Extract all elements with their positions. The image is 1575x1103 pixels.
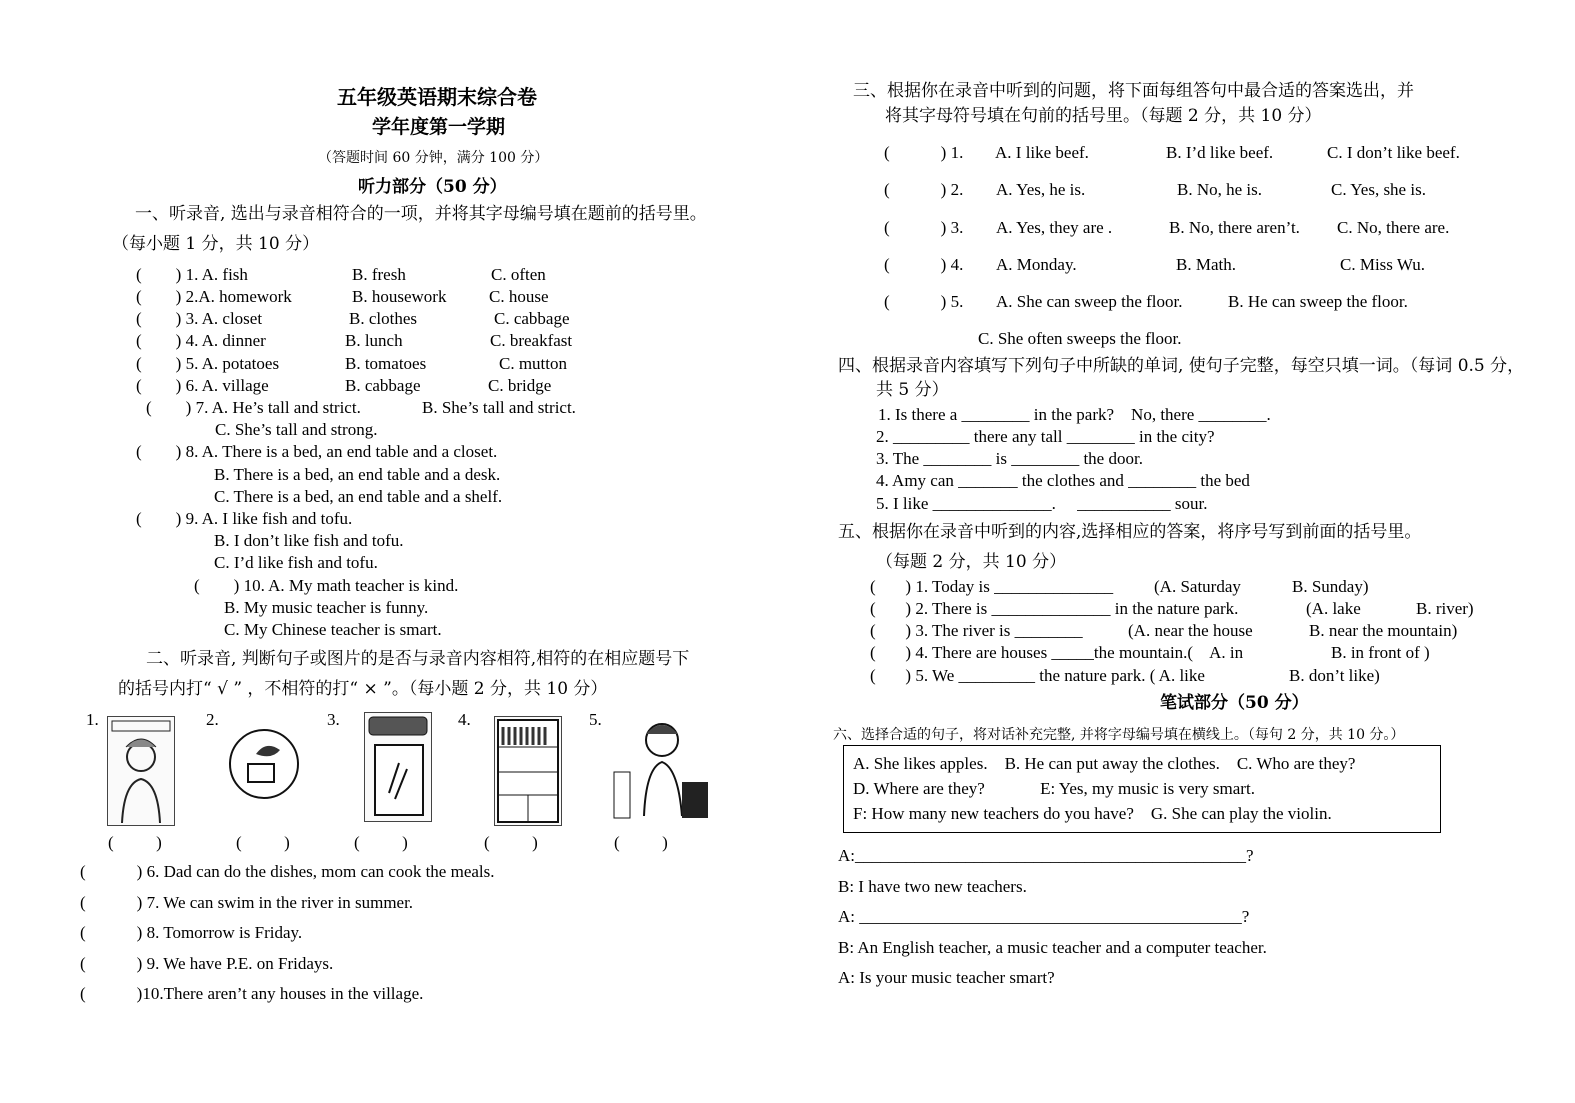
p1-q9-b: B. I don’t like fish and tofu. <box>214 531 404 550</box>
p2-sentence-10: ( )10.There aren’t any houses in the village. <box>80 984 424 1003</box>
p1-q4-a: ( ) 4. A. dinner <box>136 331 266 350</box>
p5-q5: ( ) 5. We _________ the nature park. ( A. like <box>870 666 1205 685</box>
page-title: 五年级英语期末综合卷 <box>337 85 537 109</box>
part4-instruction: 四、根据录音内容填写下列句子中所缺的单词, 使句子完整，每空只填一词。（每词 0.5 分， <box>838 356 1525 376</box>
p3-q4-b: B. Math. <box>1176 255 1236 274</box>
p3-q3-b: B. No, there aren’t. <box>1169 218 1300 237</box>
p5-q3: ( ) 3. The river is ________ <box>870 621 1083 640</box>
pic-number-3: 3. <box>327 710 340 729</box>
p5-q2: ( ) 2. There is ______________ in the nature park. <box>870 599 1239 618</box>
p1-q2-b: B. housework <box>352 287 447 306</box>
pic-number-2: 2. <box>206 710 219 729</box>
p2-sentence-6: ( ) 6. Dad can do the dishes, mom can cook the meals. <box>80 862 495 881</box>
written-heading: 笔试部分（50 分） <box>1160 693 1309 713</box>
part4-instruction-cont: 共 5 分） <box>876 380 949 400</box>
p1-q5-c: C. mutton <box>499 354 568 373</box>
option-line-2: D. Where are they? E: Yes, my music is very smart. <box>853 779 1255 798</box>
part6-instruction: 六、选择合适的句子，将对话补充完整, 并将字母编号填在横线上。（每句 2 分，共 10 分。） <box>833 727 1405 743</box>
page-subtitle: 学年度第一学期 <box>372 116 506 138</box>
p4-line-2: 2. _________ there any tall ________ in the city? <box>876 427 1215 446</box>
p1-q4-b: B. lunch <box>345 331 403 350</box>
part2-instruction-cont: 的括号内打“ √ ” ，不相符的打“ × ”。（每小题 2 分，共 10 分） <box>118 679 608 699</box>
p3-q1-c: C. I don’t like beef. <box>1327 143 1460 162</box>
dialogue-line-1: A:______________________________________________? <box>838 846 1254 865</box>
pic-bracket-5[interactable]: ( ) <box>614 833 668 852</box>
p4-line-5: 5. I like ______________. ___________ sour. <box>876 494 1208 513</box>
p1-q3-c: C. cabbage <box>494 309 570 328</box>
pic-number-1: 1. <box>86 710 99 729</box>
listening-heading: 听力部分（50 分） <box>358 177 507 197</box>
p1-q5-b: B. tomatoes <box>345 354 427 373</box>
part3-instruction-cont: 将其字母符号填在句前的括号里。（每题 2 分，共 10 分） <box>885 106 1322 126</box>
p1-q10-a: ( ) 10. A. My math teacher is kind. <box>194 576 459 595</box>
p2-sentence-7: ( ) 7. We can swim in the river in summer. <box>80 893 414 912</box>
part1-instruction: 一、听录音, 选出与录音相符合的一项，并将其字母编号填在题前的括号里。 <box>135 204 707 224</box>
p5-q3-b: B. near the mountain) <box>1309 621 1458 640</box>
p3-q2-b: B. No, he is. <box>1177 180 1262 199</box>
p1-q7-b: B. She’s tall and strict. <box>422 398 576 417</box>
p3-q5-num: ( ) 5. <box>884 292 964 311</box>
dialogue-line-4: B: An English teacher, a music teacher and a computer teacher. <box>838 938 1267 957</box>
p1-q9-c: C. I’d like fish and tofu. <box>214 553 378 572</box>
p1-q10-b: B. My music teacher is funny. <box>224 598 429 617</box>
p5-q1-b: B. Sunday) <box>1292 577 1369 596</box>
p1-q6-a: ( ) 6. A. village <box>136 376 269 395</box>
option-line-3: F: How many new teachers do you have? G. She can play the violin. <box>853 804 1332 823</box>
pic-bracket-3[interactable]: ( ) <box>354 833 408 852</box>
time-note: （答题时间 60 分钟，满分 100 分） <box>318 150 549 166</box>
p3-q5-b: B. He can sweep the floor. <box>1228 292 1408 311</box>
p1-q3-b: B. clothes <box>349 309 417 328</box>
option-line-1: A. She likes apples. B. He can put away the clothes. C. Who are they? <box>853 754 1356 773</box>
pic-bracket-4[interactable]: ( ) <box>484 833 538 852</box>
p1-q3-a: ( ) 3. A. closet <box>136 309 263 328</box>
p5-q4-b: B. in front of ) <box>1331 643 1430 662</box>
p5-q1-a: (A. Saturday <box>1154 577 1241 596</box>
p5-q2-a: (A. lake <box>1306 599 1361 618</box>
dialogue-line-3: A: _____________________________________________? <box>838 907 1250 926</box>
p1-q7-a: ( ) 7. A. He’s tall and strict. <box>146 398 361 417</box>
p1-q8-b: B. There is a bed, an end table and a desk. <box>214 465 501 484</box>
p1-q1-a: ( ) 1. A. fish <box>136 265 248 284</box>
p1-q10-c: C. My Chinese teacher is smart. <box>224 620 442 639</box>
pic-bracket-1[interactable]: ( ) <box>108 833 162 852</box>
p3-q4-c: C. Miss Wu. <box>1340 255 1425 274</box>
p1-q1-c: C. often <box>491 265 546 284</box>
p2-sentence-8: ( ) 8. Tomorrow is Friday. <box>80 923 303 942</box>
p1-q6-c: C. bridge <box>488 376 552 395</box>
p3-q2-num: ( ) 2. <box>884 180 964 199</box>
p1-q7-c: C. She’s tall and strong. <box>215 420 378 439</box>
p5-q4: ( ) 4. There are houses _____the mountain.( A. in <box>870 643 1244 662</box>
part1-score-note: （每小题 1 分，共 10 分） <box>112 234 320 254</box>
p5-q1: ( ) 1. Today is ______________ <box>870 577 1114 596</box>
p3-q4-a: A. Monday. <box>996 255 1077 274</box>
dialogue-line-2: B: I have two new teachers. <box>838 877 1027 896</box>
part2-instruction: 二、听录音, 判断句子或图片的是否与录音内容相符,相符的在相应题号下 <box>146 649 690 669</box>
p3-q3-a: A. Yes, they are . <box>996 218 1113 237</box>
p1-q2-a: ( ) 2.A. homework <box>136 287 292 306</box>
p1-q4-c: C. breakfast <box>490 331 573 350</box>
p3-q4-num: ( ) 4. <box>884 255 964 274</box>
bookshelf-closet-icon <box>494 716 562 826</box>
p1-q8-c: C. There is a bed, an end table and a shelf. <box>214 487 503 506</box>
p3-q1-a: A. I like beef. <box>995 143 1089 162</box>
p5-q3-a: (A. near the house <box>1128 621 1253 640</box>
air-conditioner-icon <box>364 712 432 822</box>
p1-q6-b: B. cabbage <box>345 376 421 395</box>
p4-line-1: 1. Is there a ________ in the park? No, there ________. <box>878 405 1271 424</box>
p3-q2-c: C. Yes, she is. <box>1331 180 1426 199</box>
dialogue-line-5: A: Is your music teacher smart? <box>838 968 1055 987</box>
pic-number-4: 4. <box>458 710 471 729</box>
p1-q9-a: ( ) 9. A. I like fish and tofu. <box>136 509 353 528</box>
pic-number-5: 5. <box>589 710 602 729</box>
p1-q5-a: ( ) 5. A. potatoes <box>136 354 280 373</box>
p3-q3-num: ( ) 3. <box>884 218 964 237</box>
p2-sentence-9: ( ) 9. We have P.E. on Fridays. <box>80 954 334 973</box>
p1-q8-a: ( ) 8. A. There is a bed, an end table and a closet. <box>136 442 498 461</box>
p1-q1-b: B. fresh <box>352 265 406 284</box>
part5-instruction: 五、根据你在录音中听到的内容,选择相应的答案，将序号写到前面的括号里。 <box>838 522 1422 542</box>
p1-q2-c: C. house <box>489 287 549 306</box>
p5-q2-b: B. river) <box>1416 599 1474 618</box>
pic-bracket-2[interactable]: ( ) <box>236 833 290 852</box>
p3-q5-c: C. She often sweeps the floor. <box>978 329 1182 348</box>
p3-q3-c: C. No, there are. <box>1337 218 1450 237</box>
p4-line-3: 3. The ________ is ________ the door. <box>876 449 1143 468</box>
p3-q1-b: B. I’d like beef. <box>1166 143 1274 162</box>
p3-q2-a: A. Yes, he is. <box>996 180 1086 199</box>
girl-cooking-icon <box>612 712 710 820</box>
p3-q1-num: ( ) 1. <box>884 143 964 162</box>
p4-line-4: 4. Amy can _______ the clothes and ________ the bed <box>876 471 1250 490</box>
part5-score-note: （每题 2 分，共 10 分） <box>876 552 1067 572</box>
plate-food-icon <box>226 726 302 802</box>
woman-eating-icon <box>107 716 175 826</box>
part3-instruction: 三、根据你在录音中听到的问题，将下面每组答句中最合适的答案选出，并 <box>853 81 1414 101</box>
p5-q5-b: B. don’t like) <box>1289 666 1380 685</box>
p3-q5-a: A. She can sweep the floor. <box>996 292 1183 311</box>
